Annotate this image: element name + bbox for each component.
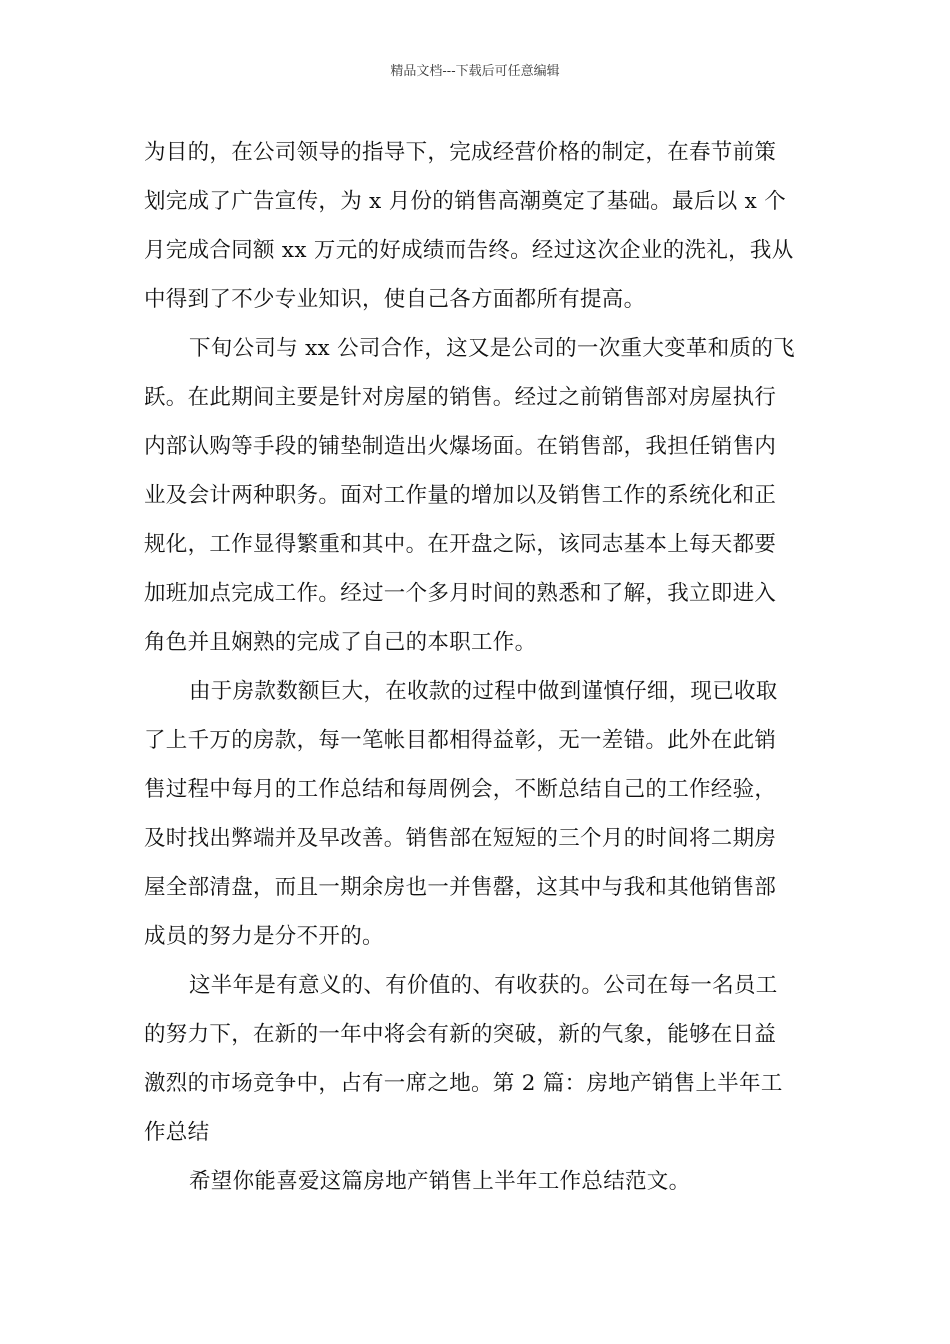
page-header: 精品文档---下载后可任意编辑	[390, 64, 560, 79]
text-line: 加班加点完成工作。经过一个多月时间的熟悉和了解，我立即进入	[144, 581, 777, 606]
text-line: 角色并且娴熟的完成了自己的本职工作。	[144, 630, 537, 655]
text-line: 中得到了不少专业知识，使自己各方面都所有提高。	[144, 287, 646, 312]
text-line: 内部认购等手段的铺垫制造出火爆场面。在销售部，我担任销售内	[144, 434, 777, 459]
text-line: 由于房款数额巨大，在收款的过程中做到谨慎仔细，现已收取	[189, 679, 778, 704]
paragraph	[144, 324, 809, 667]
text-line: 划完成了广告宣传，为 x 月份的销售高潮奠定了基础。最后以 x 个	[144, 189, 786, 214]
text-line: 了上千万的房款，每一笔帐目都相得益彰，无一差错。此外在此销	[144, 728, 777, 753]
text-line: 的努力下，在新的一年中将会有新的突破，新的气象，能够在日益	[144, 1022, 777, 1047]
text-line: 及时找出弊端并及早改善。销售部在短短的三个月的时间将二期房	[144, 826, 777, 851]
text-line: 业及会计两种职务。面对工作量的增加以及销售工作的系统化和正	[144, 483, 777, 508]
text-line: 为目的，在公司领导的指导下，完成经营价格的制定，在春节前策	[144, 140, 777, 165]
paragraph	[144, 128, 809, 324]
paragraph	[144, 1157, 809, 1206]
paragraph	[144, 961, 809, 1157]
document-body	[144, 128, 809, 1206]
text-line: 屋全部清盘，而且一期余房也一并售罄，这其中与我和其他销售部	[144, 875, 777, 900]
text-line: 下旬公司与 xx 公司合作，这又是公司的一次重大变革和质的飞	[189, 336, 795, 361]
text-line: 售过程中每月的工作总结和每周例会，不断总结自己的工作经验，	[144, 777, 777, 802]
text-line: 规化，工作显得繁重和其中。在开盘之际，该同志基本上每天都要	[144, 532, 777, 557]
text-line: 成员的努力是分不开的。	[144, 924, 384, 949]
text-line: 月完成合同额 xx 万元的好成绩而告终。经过这次企业的洗礼，我从	[144, 238, 794, 263]
text-line: 这半年是有意义的、有价值的、有收获的。公司在每一名员工	[189, 973, 778, 998]
paragraph	[144, 667, 809, 961]
text-line: 作总结	[144, 1120, 210, 1145]
text-line: 激烈的市场竞争中，占有一席之地。第 2 篇：房地产销售上半年工	[144, 1071, 783, 1096]
text-line: 希望你能喜爱这篇房地产销售上半年工作总结范文。	[189, 1169, 691, 1194]
text-line: 跃。在此期间主要是针对房屋的销售。经过之前销售部对房屋执行	[144, 385, 777, 410]
